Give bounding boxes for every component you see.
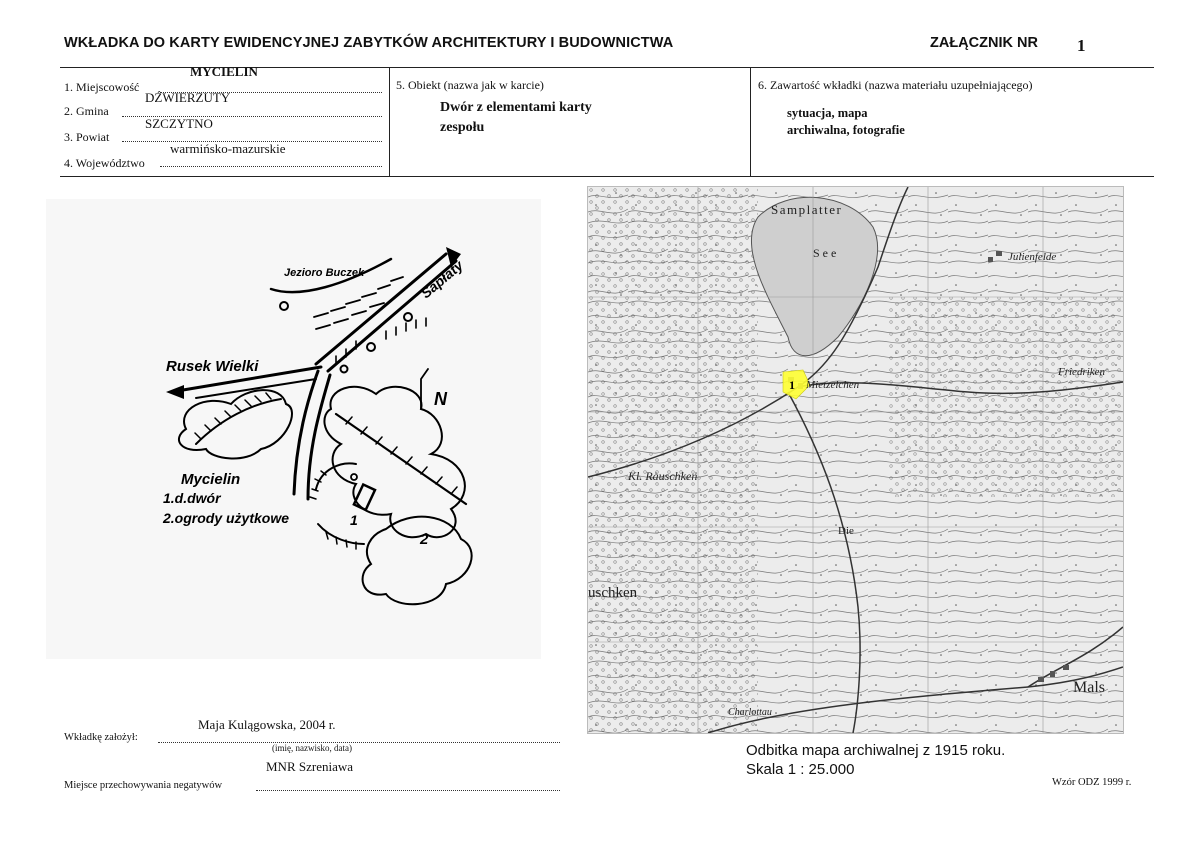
north-label: N — [434, 389, 447, 409]
map-place-east: Friedriken — [1058, 366, 1106, 378]
author-hint: (imię, nazwisko, data) — [272, 743, 352, 753]
contents-line-1: sytuacja, mapa — [787, 106, 868, 120]
powiat-label: 3. Powiat — [64, 130, 110, 144]
site-sketch — [46, 199, 541, 659]
map-lake-name-2: See — [813, 246, 840, 260]
road-rusek-label: Rusek Wielki — [166, 358, 259, 375]
road-sapłaty-label: Sapłaty — [417, 257, 467, 302]
map-place-se: Mals — [1073, 679, 1105, 696]
table-bottom-border — [60, 176, 1154, 177]
archival-map — [587, 186, 1124, 734]
contents-line-2: archiwalna, fotografie — [787, 123, 905, 137]
gmina-label: 2. Gmina — [64, 104, 109, 118]
map-village-label: Mietzelchen — [806, 379, 860, 391]
legend-item-1: 1.d.dwór — [163, 490, 221, 506]
storage-dots — [256, 790, 560, 791]
map-marker: 1 — [789, 378, 795, 392]
site-sketch-drawing — [46, 199, 541, 659]
object-line-2: zespołu — [440, 120, 485, 135]
map-place-west: Kl. Rauschken — [628, 469, 698, 483]
object-line-1: Dwór z elementami karty — [440, 100, 592, 115]
wojewodztwo-label: 4. Województwo — [64, 156, 145, 170]
marker-2: 2 — [420, 531, 429, 548]
miejscowosc-label: 1. Miejscowość — [64, 80, 140, 94]
gmina-value: DŹWIERZUTY — [145, 90, 231, 105]
map-caption-1: Odbitka mapa archiwalnej z 1915 roku. — [746, 742, 1006, 759]
archival-map-drawing — [588, 187, 1123, 733]
contents-label: 6. Zawartość wkładki (nazwa materiału uzupełniającego) — [758, 78, 1033, 92]
author-label: Wkładkę założył: — [64, 732, 138, 743]
map-caption-2: Skala 1 : 25.000 — [746, 761, 855, 778]
map-place-west-2: uschken — [588, 585, 638, 601]
column-divider-1 — [389, 67, 390, 177]
map-place-s: Charlottau — [728, 707, 772, 718]
object-label: 5. Obiekt (nazwa jak w karcie) — [396, 78, 544, 92]
marker-1: 1 — [350, 512, 358, 528]
map-place-ne: Julienfelde — [1008, 251, 1057, 263]
legend-item-2: 2.ogrody użytkowe — [163, 510, 290, 526]
lake-label: Jezioro Buczek — [284, 267, 365, 279]
storage-label: Miejsce przechowywania negatywów — [64, 780, 223, 791]
miejscowosc-value: MYCIELIN — [190, 64, 258, 79]
annex-label: ZAŁĄCZNIK NR — [930, 35, 1038, 51]
author-dots — [158, 742, 560, 743]
map-lake-name-1: Samplatter — [771, 202, 843, 217]
wojewodztwo-dots — [160, 166, 382, 167]
template-label: Wzór ODZ 1999 r. — [1052, 777, 1132, 788]
annex-number: 1 — [1077, 36, 1086, 55]
map-die-label: Die — [838, 525, 854, 537]
place-label: Mycielin — [181, 471, 241, 488]
storage-value: MNR Szreniawa — [266, 759, 354, 774]
author-value: Maja Kulągowska, 2004 r. — [198, 717, 336, 732]
wojewodztwo-value: warmińsko-mazurskie — [170, 141, 286, 156]
powiat-value: SZCZYTNO — [145, 116, 213, 131]
column-divider-2 — [750, 67, 751, 177]
document-title: WKŁADKA DO KARTY EWIDENCYJNEJ ZABYTKÓW ARCHITEKTURY I BUDOWNICTWA — [64, 35, 674, 51]
